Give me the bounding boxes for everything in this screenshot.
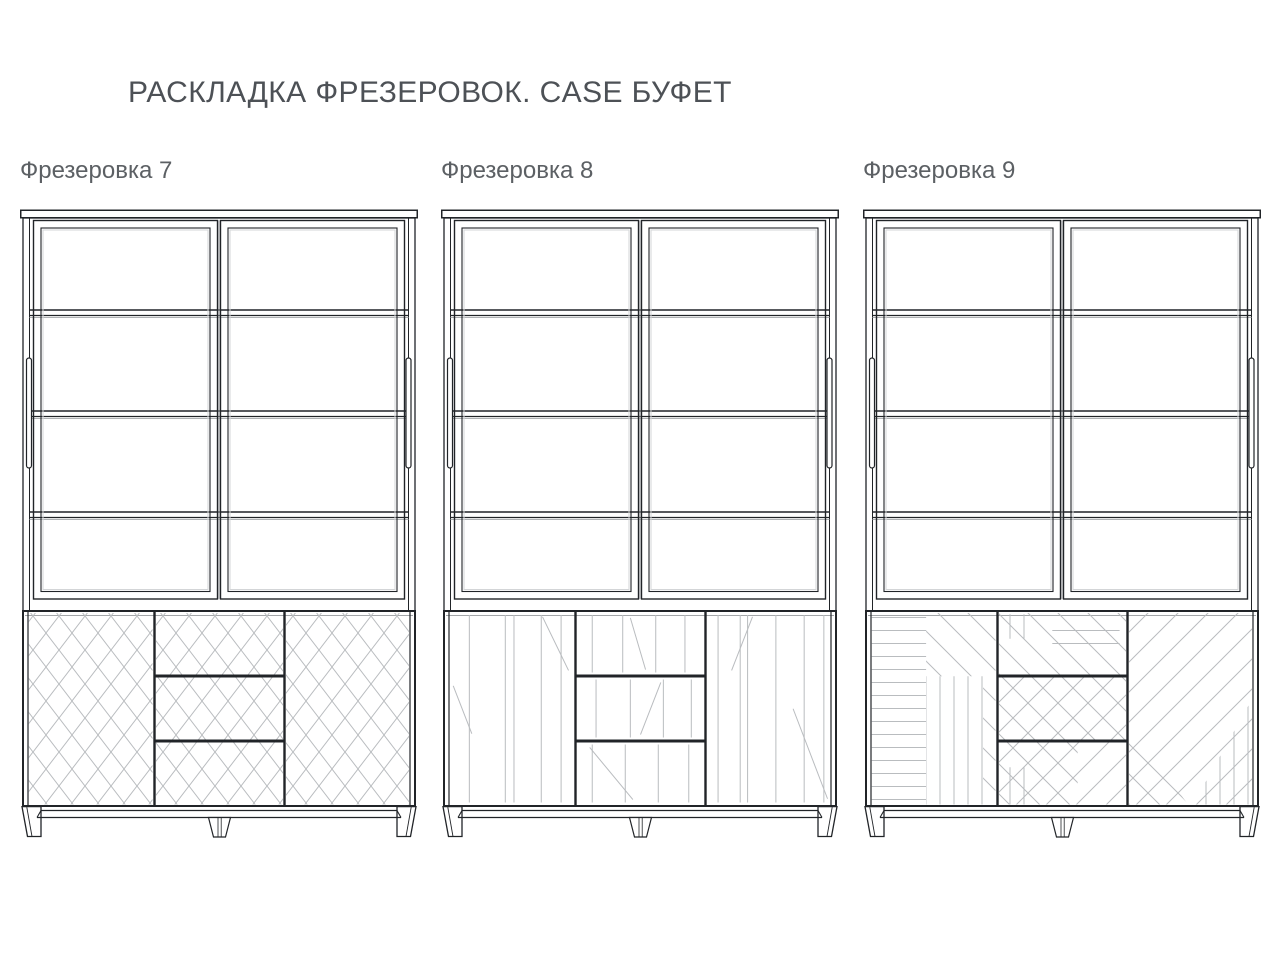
- cabinet-drawing-7: [20, 208, 418, 840]
- cabinet-drawing-9: [863, 208, 1261, 840]
- page-title: РАСКЛАДКА ФРЕЗЕРОВОК. CASE БУФЕТ: [128, 76, 732, 109]
- variant-8-label: Фрезеровка 8: [441, 157, 594, 184]
- variant-9-label: Фрезеровка 9: [863, 157, 1016, 184]
- variant-milling-9: [863, 157, 1263, 840]
- variant-milling-8: [441, 157, 841, 840]
- variant-7-label: Фрезеровка 7: [20, 157, 173, 184]
- variant-milling-7: [20, 157, 420, 840]
- cabinet-drawing-8: [441, 208, 839, 840]
